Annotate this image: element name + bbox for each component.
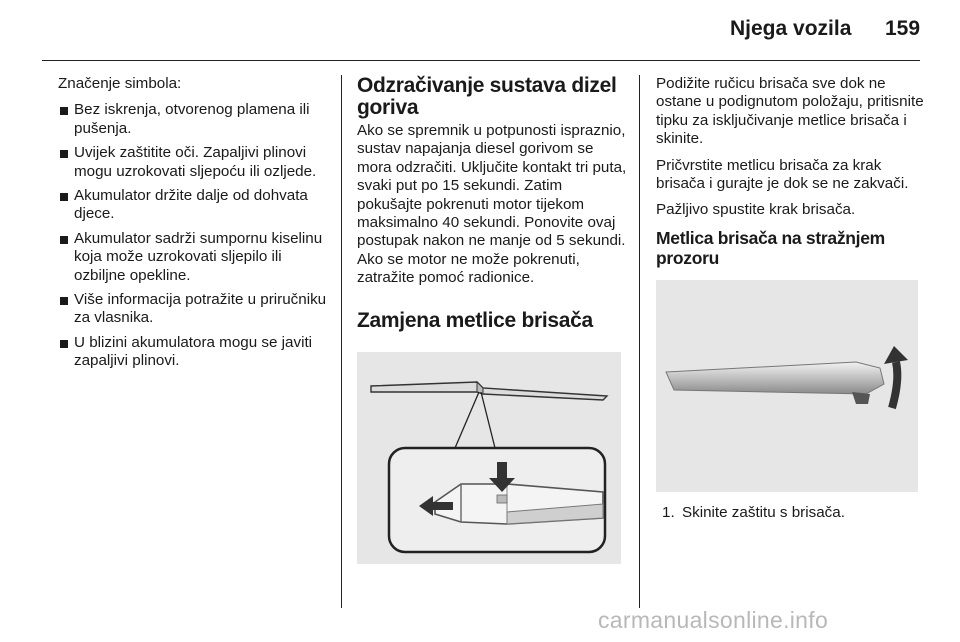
header-rule [42,60,920,61]
heading-wiper-replacement: Zamjena metlice brisača [357,308,593,332]
page-header [0,0,960,62]
square-bullet-icon [60,150,68,158]
rear-wiper-figure [656,280,918,492]
curved-arrow-up-icon [884,346,908,408]
page-number: 159 [885,17,921,40]
wiper-step-text-3: Pažljivo spustite krak brisača. [656,201,856,219]
column-divider-2 [639,75,640,608]
list-item: Uvijek zaštitite oči. Zapaljivi plinovi mogu uzrokovati sljepoću ili ozljede. [58,144,330,181]
rear-wiper-steps [656,504,924,522]
symbol-bullet-list [58,101,330,370]
list-item: Akumulator sadrži sumpornu kiselinu koja može uzrokovati sljepilo ili ozbiljne opekline. [58,230,330,285]
wiper-blade-illustration [357,352,621,564]
heading-diesel-bleeding: Odzračivanje sustava dizel goriva [357,74,617,119]
watermark: carmanualsonline.info [598,607,829,633]
square-bullet-icon [60,340,68,348]
wiper-step-text-2: Pričvrstite metlicu brisača za krak brisača i gurajte je dok se ne zakvači. [656,156,909,193]
column-1 [58,75,330,377]
column-divider-1 [341,75,342,608]
rear-wiper-illustration [656,280,918,492]
square-bullet-icon [60,236,68,244]
column-3 [656,75,924,522]
square-bullet-icon [60,297,68,305]
square-bullet-icon [60,193,68,201]
symbols-intro: Značenje simbola: [58,75,182,92]
wiper-blade-figure [357,352,621,564]
list-item: Više informacija potražite u priručniku za vlasnika. [58,291,330,328]
diesel-bleeding-text: Ako se spremnik u potpunosti ispraznio, sustav napajanja diesel gorivom se mora odzračiti. Uključite kontakt tri puta, svaki put po 15 sekundi. Zatim pokušajte pokrenuti motor tijekom maksimalno 40 sekundi. Ponovite ovaj postupak nakon ne manje od 5 sekundi. Ako se motor ne može pokrenuti, zatražite pomoć radionice. [357,122,627,287]
wiper-step-text-1: Podižite ručicu brisača sve dok ne ostane u podignutom položaju, pritisnite tipku za isključivanje metlice brisača i skinite. [656,75,924,148]
list-item: Akumulator držite dalje od dohvata djece. [58,187,330,224]
list-item: 1. Skinite zaštitu s brisača. [662,503,845,521]
square-bullet-icon [60,107,68,115]
heading-rear-wiper: Metlica brisača na stražnjem prozoru [656,227,885,268]
column-2 [357,75,627,564]
section-title: Njega vozila [730,17,852,40]
list-item: Bez iskrenja, otvorenog plamena ili pušenja. [58,101,330,138]
list-item: U blizini akumulatora mogu se javiti zapaljivi plinovi. [58,334,330,371]
